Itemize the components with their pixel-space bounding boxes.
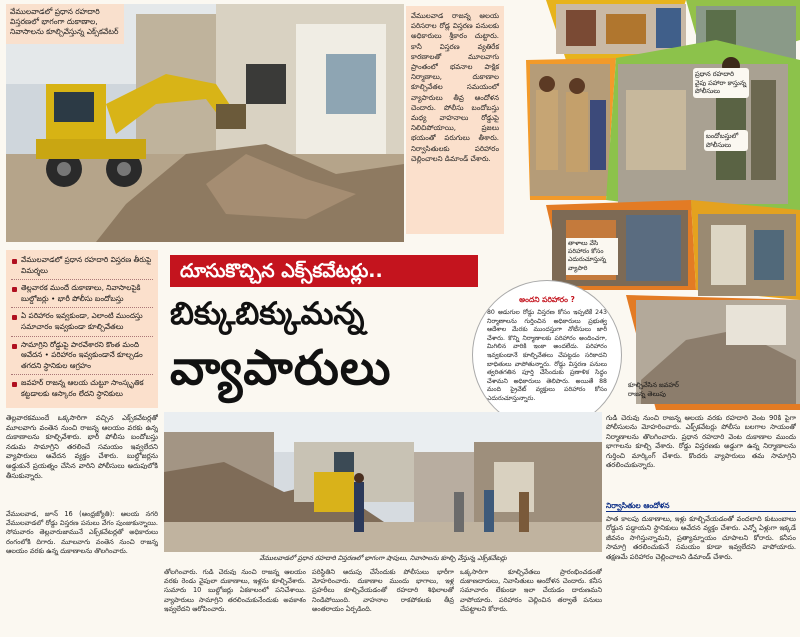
info-text: 80 అడుగుల రోడ్డు విస్తరణ కోసం ఇప్పటికే 243 నిర్మాణాలను గుర్తించిన అధికారులు ప్రభుత్వ ఆదేశాల మేరకు ముందస్తుగా నోటీసులు జారీ చేశారు. కొన్ని నిర్మాణాలకు పరిహారం అందించగా, మిగిలిన వారికి ఇంకా అందలేదు. పరిహారం ఇవ్వకుండానే కూల్చివేతలు చేపట్టడం సరికాదని బాధితులు వాపోతున్నారు. రోడ్డు విస్తరణ పనులు త్వరితగతిన పూర్తి చేసేందుకు ప్రణాళిక సిద్ధం చేశామని అధికారులు తెలిపారు. అయితే 88 మంది ప్రైవేట్ వ్యక్తులు పరిహారం కోసం ఎదురుచూస్తున్నారు.: [487, 309, 607, 402]
highlight-item: సామాగ్రిని రోడ్డుపై పారవేశారని కొంత మంది ఆవేదన • పరిహారం ఇవ్వకుండానే కూల్చడం తగదని స్థానికుల ఆగ్రహం: [11, 337, 153, 376]
headline-line-2: బిక్కుబిక్కుమన్న: [170, 296, 365, 332]
left-article-text: తెల్లవారకముందే ఒక్కసారిగా వచ్చిన ఎక్స్‌కవేటర్లతో మూలవాగు వంతెన నుంచి రాజన్న ఆలయం వరకు ఉన్న దుకాణాలను కూల్చివేశారు. భారీ పోలీసు బందోబస్తు నడుమ సామాగ్రిని తరలించే సమయం ఇవ్వలేదని వ్యాపారులు ఆవేదన వ్యక్తం చేశారు. బుల్డోజర్లను అడ్డుకునే ప్రయత్నం చేసిన వారిని పోలీసులు అదుపులోకి తీసుకున్నారు.: [6, 414, 158, 480]
highlight-item: ఏ పరిహారం ఇవ్వకుండా, ఎలాంటి ముందస్తు సమాచారం ఇవ్వకుండా కూల్చివేతలు: [11, 308, 153, 336]
police-photo-caption: ప్రధాన రహదారి వైపు పహారా కాస్తున్న పోలీసులు: [693, 68, 749, 98]
highlight-item: తెల్లవారక ముందే దుకాణాలు, నివాసాలపైకి బుల్డోజర్లు • భారీ పోలీసు బందోబస్తు: [11, 280, 153, 308]
highlight-item: జవహర్ రాజన్న ఆలయ చుట్టూ సాంస్కృతిక కట్టడాలకు ఆస్కారం లేదని స్థానికులు: [11, 375, 153, 402]
police-tag: బందోబస్తులో పోలీసులు: [704, 130, 748, 151]
highlights-box: [6, 250, 158, 408]
bottom-column-1: వేములవాడ, జూన్ 16 (ఆంధ్రజ్యోతి): ఆలయ నగరి వేములవాడలో రోడ్డు విస్తరణ పనులు వేగం పుంజుకున్నాయి. సోమవారం తెల్లవారుజామునే ఎక్స్‌కవేటర్లతో అధికారులు రంగంలోకి దిగారు. మూలవాగు వంతెన నుంచి రాజన్న ఆలయం వరకు ఉన్న దుకాణాలను తొలగించారు.: [6, 510, 158, 555]
highlight-item: వేములవాడలో ప్రధాన రహదారి విస్తరణ తీరుపై విమర్శలు: [11, 252, 153, 280]
shop-photo-caption: తాళాలు వేసి పరిహారం కోసం ఎదురుచూస్తున్న వ్యాపారి: [566, 238, 618, 275]
bottom-column-4: ఒక్కసారిగా కూల్చివేతలు ప్రారంభించడంతో దుకాణదారులు, నివాసితులు ఆందోళన చెందారు. కనీస సమాచారం లేకుండా ఇలా చేయడం దారుణమని వాపోయారు. పరిహారం చెల్లించిన తర్వాతే పనులు చేపట్టాలని కోరారు.: [460, 568, 602, 613]
bottom-column-3: పరిస్థితిని అదుపు చేసేందుకు పోలీసులు భారీగా మోహరించారు. దుకాణాల ముందు భాగాలు, ఇళ్ల ప్రహరీలు కూల్చివేయడంతో రహదారి శిథిలాలతో నిండిపోయింది. వాహనాల రాకపోకలకు తీవ్ర అంతరాయం ఏర్పడింది.: [312, 568, 454, 613]
section-heading: నిర్వాసితుల ఆందోళన: [606, 500, 796, 512]
main-demolition-photo: [164, 412, 602, 552]
info-title: అందని పరిహారం ?: [519, 295, 575, 304]
info-box: [472, 280, 622, 430]
rubble-photo-caption: కూల్చివేసిన జవహర్ రాజన్న తెలుపు: [628, 381, 679, 398]
bottom-column-2: తోలగించారు. గుడి చెరువు నుంచి రాజన్న ఆలయం వరకు రెండు వైపులా దుకాణాలు, ఇళ్లను కూల్చివేశారు. సుమారు 10 బుల్డోజర్లు ఏకకాలంలో పనిచేశాయి. వ్యాపారులు సామాగ్రిని తరలించుకునేందుకు అవకాశం ఇవ్వలేదని ఆరోపించారు.: [164, 568, 306, 613]
right-article-text: గుడి చెరువు నుంచి రాజన్న ఆలయ వరకు రహదారి వెంట 90కి పైగా పోలీసులను మోహరించారు. ఎక్స్‌కవేటర్లు పోలీసు బలగాల సాయంతో నిర్మాణాలను తొలగించారు. ప్రధాన రహదారి వెంట దుకాణాల ముందు భాగాలను కూల్చి వేశారు. రోడ్డు విస్తరణకు అడ్డుగా ఉన్న నిర్మాణాలను గుర్తించి మార్కింగ్ చేశారు. కొందరు వ్యాపారులు తమ సామాగ్రిని తరలించుకున్నారు.: [606, 414, 796, 470]
headline-line-3: వ్యాపారులు: [170, 340, 392, 396]
right-bottom-text: పాత కాలపు దుకాణాలు, ఇళ్లు కూల్చివేయడంతో వందలాది కుటుంబాలు రోడ్డున పడ్డాయని స్థానికులు ఆవేదన వ్యక్తం చేశారు. ఎన్నో ఏళ్లుగా ఇక్కడే జీవనం సాగిస్తున్నామని, ప్రత్యామ్నాయం చూపాలని కోరారు. కనీసం సామాగ్రి తరలించుకునే సమయం కూడా ఇవ్వలేదని వాపోయారు. తక్షణమే పరిహారం చెల్లించాలని డిమాండ్ చేశారు.: [606, 515, 796, 561]
headline-banner: దూసుకొచ్చిన ఎక్స్‌కవేటర్లు..: [170, 255, 478, 287]
top-photo-caption: వేములవాడలో ప్రధాన రహదారి విస్తరణలో భాగంగా దుకాణాల, నివాసాలను కూల్చివేస్తున్న ఎక్స్‌కవేటర్: [6, 4, 124, 44]
main-photo-caption: వేములవాడలో ప్రధాన రహదారి విస్తరణలో భాగంగా షాపులు, నివాసాలను కూల్చి వేస్తున్న ఎక్స్‌కవేటర్లు: [259, 554, 507, 562]
top-right-article-box: వేములవాడ రాజన్న ఆలయ పరిసరాల రోడ్ల విస్తరణ పనులకు అధికారులు శ్రీకారం చుట్టారు. కానీ విస్తరణ వ్యతిరేక కారణాలతో మూలవాగు ప్రాంతంలో భవనాల పాక్షిక నిర్మాణాలు, దుకాణాల కూల్చివేతల సమయంలో వ్యాపారులు తీవ్ర ఆందోళన చెందారు. పోలీసు బందోబస్తు మధ్య వాహనాలు రోడ్డుపై నిలిచిపోయాయి, ప్రజలు భయంతో పరుగులు తీశారు. నిర్వాసితులకు పరిహారం చెల్లించాలని డిమాండ్ చేశారు.: [406, 6, 504, 234]
